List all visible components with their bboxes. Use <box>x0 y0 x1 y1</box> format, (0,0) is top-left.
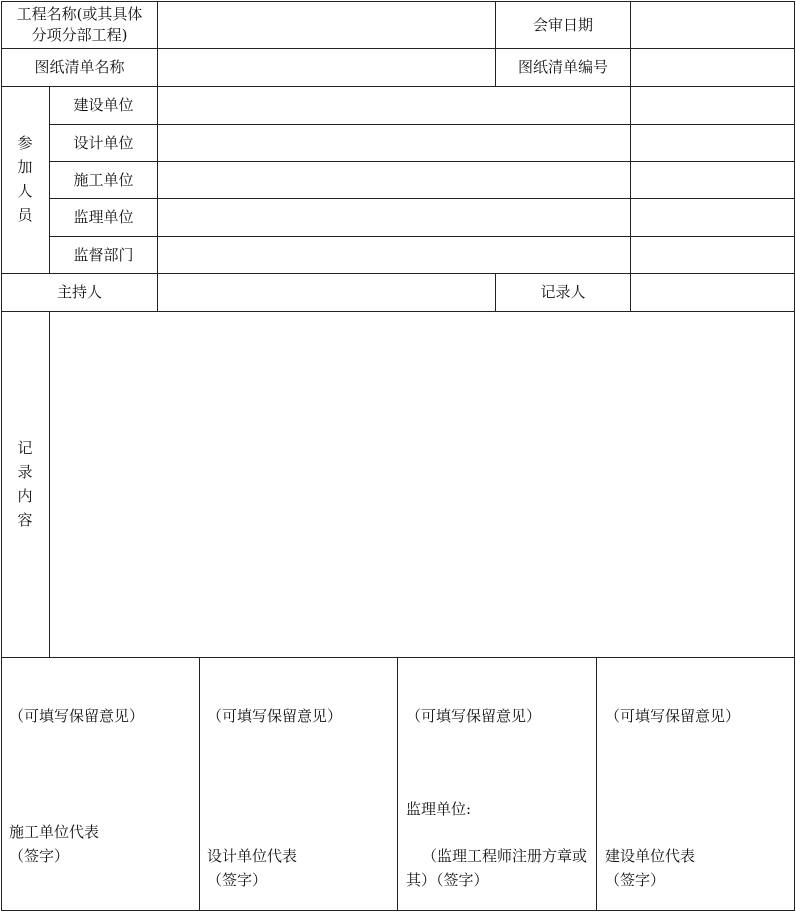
review-date-field[interactable] <box>631 2 794 48</box>
participant-unit-label: 监督部门 <box>73 245 134 264</box>
reservation-note: （可填写保留意见） <box>9 707 145 725</box>
project-name-label: 工程名称(或其具体 分项分部工程) <box>16 5 143 44</box>
participant-unit-label: 监理单位 <box>73 208 134 226</box>
participant-unit-label: 施工单位 <box>73 170 134 189</box>
host-label: 主持人 <box>56 283 102 301</box>
record-content-area[interactable] <box>50 312 794 657</box>
participant-extra-field[interactable] <box>631 237 794 273</box>
rule <box>596 657 597 910</box>
drawing-list-no-field[interactable] <box>631 49 794 86</box>
design-rep-label: 设计单位代表 <box>207 847 298 865</box>
supervision-unit-label: 监理单位: <box>406 800 472 818</box>
project-name-field[interactable] <box>158 2 495 48</box>
construction-rep-label: 施工单位代表 <box>9 823 100 841</box>
participant-name-field[interactable] <box>158 87 630 124</box>
participant-extra-field[interactable] <box>631 199 794 236</box>
participants-group-label: 参 加 人 员 <box>17 134 33 224</box>
drawing-list-no-label: 图纸清单编号 <box>517 58 608 76</box>
drawing-list-name-label: 图纸清单名称 <box>34 58 125 76</box>
recorder-label: 记录人 <box>540 283 586 301</box>
participant-unit-label: 设计单位 <box>73 133 134 152</box>
supervision-signature-note: （监理工程师注册方章或其）（签字） <box>406 847 588 889</box>
rule <box>397 657 398 910</box>
participant-extra-field[interactable] <box>631 162 794 198</box>
rule <box>199 657 200 910</box>
reservation-note: （可填写保留意见） <box>406 707 542 725</box>
participant-name-field[interactable] <box>158 125 630 161</box>
participant-extra-field[interactable] <box>631 125 794 161</box>
record-content-label: 记 录 内 容 <box>17 439 33 529</box>
participant-unit-label: 建设单位 <box>73 96 134 114</box>
participant-name-field[interactable] <box>158 237 630 273</box>
rule <box>1 910 795 911</box>
signature-label: （签字） <box>605 871 666 889</box>
participant-extra-field[interactable] <box>631 87 794 124</box>
owner-rep-label: 建设单位代表 <box>605 847 696 865</box>
rule <box>794 1 795 911</box>
rule <box>1 657 795 658</box>
signature-label: （签字） <box>9 847 70 865</box>
host-field[interactable] <box>158 274 495 311</box>
rule <box>1 1 2 911</box>
recorder-field[interactable] <box>631 274 794 311</box>
drawing-list-name-field[interactable] <box>158 49 495 86</box>
reservation-note: （可填写保留意见） <box>605 707 741 725</box>
participant-name-field[interactable] <box>158 199 630 236</box>
participant-name-field[interactable] <box>158 162 630 198</box>
reservation-note: （可填写保留意见） <box>207 707 343 725</box>
review-date-label: 会审日期 <box>532 15 593 34</box>
signature-label: （签字） <box>207 871 268 889</box>
